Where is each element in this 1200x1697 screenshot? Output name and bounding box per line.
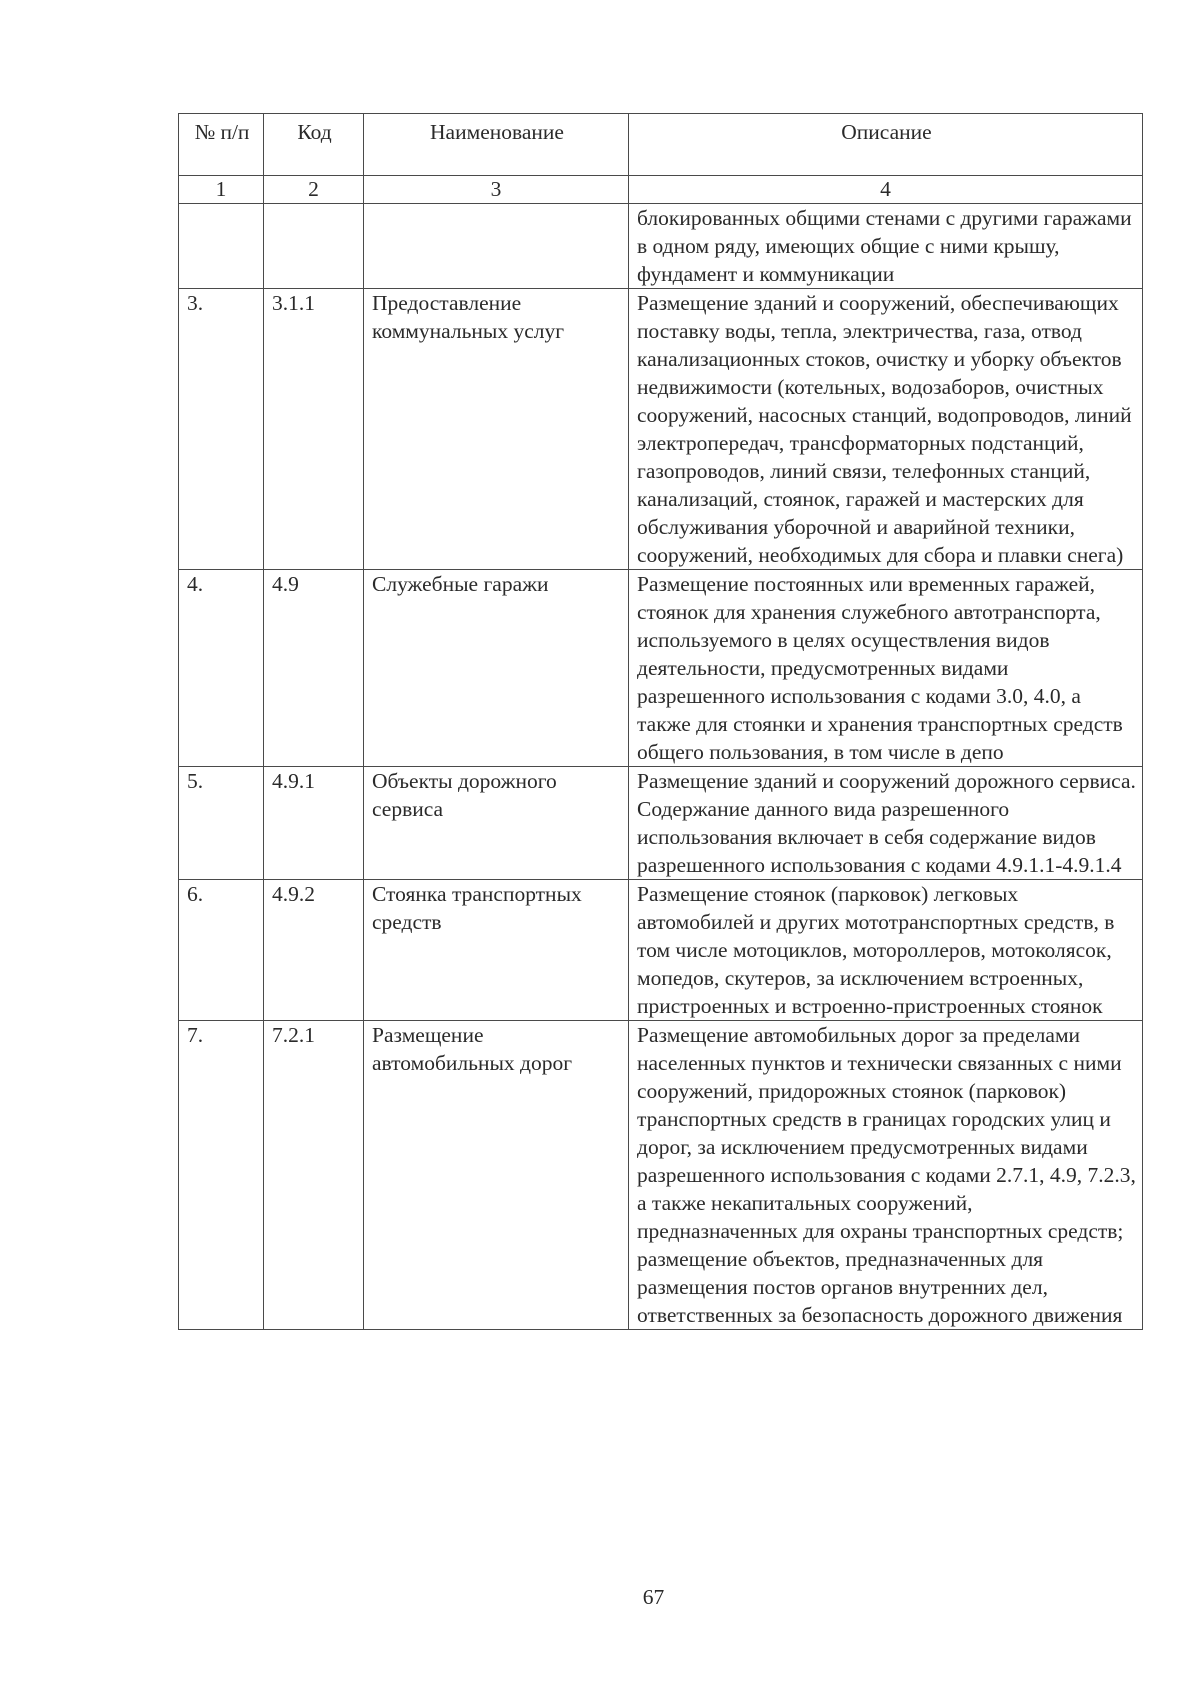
table-row <box>179 880 1143 1021</box>
row-description: Размещение стоянок (парковок) легковых автомобилей и других мототранспортных средств, в том числе мотоциклов, мотороллеров, мотоколясок, мопедов, скутеров, за исключением встроенных, пристроенных и встроенно-пристроенных стоянок <box>629 880 1143 1021</box>
row-name: Предоставление коммунальных услуг <box>364 289 629 570</box>
row-name: Стоянка транспортных средств <box>364 880 629 1021</box>
table-row <box>179 289 1143 570</box>
row-description: Размещение зданий и сооружений дорожного сервиса. Содержание данного вида разрешенного использования включает в себя содержание видов разрешенного использования с кодами 4.9.1.1-4.9.1.4 <box>629 767 1143 880</box>
column-number: 4 <box>629 176 1143 204</box>
row-name: Служебные гаражи <box>364 570 629 767</box>
column-number: 3 <box>364 176 629 204</box>
page-number: 67 <box>642 1585 665 1609</box>
table-row <box>179 204 1143 289</box>
row-description: Размещение автомобильных дорог за пределами населенных пунктов и технически связанных с ними сооружений, придорожных стоянок (парковок) транспортных средств в границах городских улиц и дорог, за исключением предусмотренных видами разрешенного использования с кодами 2.7.1, 4.9, 7.2.3, а также некапитальных сооружений, предназначенных для охраны транспортных средств; размещение объектов, предназначенных для размещения постов органов внутренних дел, ответственных за безопасность дорожного движения <box>629 1021 1143 1330</box>
column-number: 2 <box>264 176 364 204</box>
row-description: блокированных общими стенами с другими гаражами в одном ряду, имеющих общие с ними крышу, фундамент и коммуникации <box>629 204 1143 289</box>
column-number-row <box>179 176 1143 204</box>
row-code: 7.2.1 <box>264 1021 364 1330</box>
row-code: 4.9.1 <box>264 767 364 880</box>
row-code <box>264 204 364 289</box>
row-number: 5. <box>179 767 264 880</box>
header-number: № п/п <box>179 114 264 176</box>
column-number: 1 <box>179 176 264 204</box>
land-use-table <box>178 113 1143 1330</box>
header-description: Описание <box>629 114 1143 176</box>
row-description: Размещение постоянных или временных гаражей, стоянок для хранения служебного автотранспорта, используемого в целях осуществления видов деятельности, предусмотренных видами разрешенного использования с кодами 3.0, 4.0, а также для стоянки и хранения транспортных средств общего пользования, в том числе в депо <box>629 570 1143 767</box>
row-number <box>179 204 264 289</box>
header-code: Код <box>264 114 364 176</box>
row-description: Размещение зданий и сооружений, обеспечивающих поставку воды, тепла, электричества, газа, отвод канализационных стоков, очистку и уборку объектов недвижимости (котельных, водозаборов, очистных сооружений, насосных станций, водопроводов, линий электропередач, трансформаторных подстанций, газопроводов, линий связи, телефонных станций, канализаций, стоянок, гаражей и мастерских для обслуживания уборочной и аварийной техники, сооружений, необходимых для сбора и плавки снега) <box>629 289 1143 570</box>
table-row <box>179 767 1143 880</box>
row-number: 7. <box>179 1021 264 1330</box>
row-name: Объекты дорожного сервиса <box>364 767 629 880</box>
header-name: Наименование <box>364 114 629 176</box>
row-number: 6. <box>179 880 264 1021</box>
table-row <box>179 570 1143 767</box>
row-number: 3. <box>179 289 264 570</box>
row-code: 3.1.1 <box>264 289 364 570</box>
row-code: 4.9 <box>264 570 364 767</box>
row-name: Размещение автомобильных дорог <box>364 1021 629 1330</box>
row-number: 4. <box>179 570 264 767</box>
table-header-row <box>179 114 1143 176</box>
table-row <box>179 1021 1143 1330</box>
row-code: 4.9.2 <box>264 880 364 1021</box>
row-name <box>364 204 629 289</box>
